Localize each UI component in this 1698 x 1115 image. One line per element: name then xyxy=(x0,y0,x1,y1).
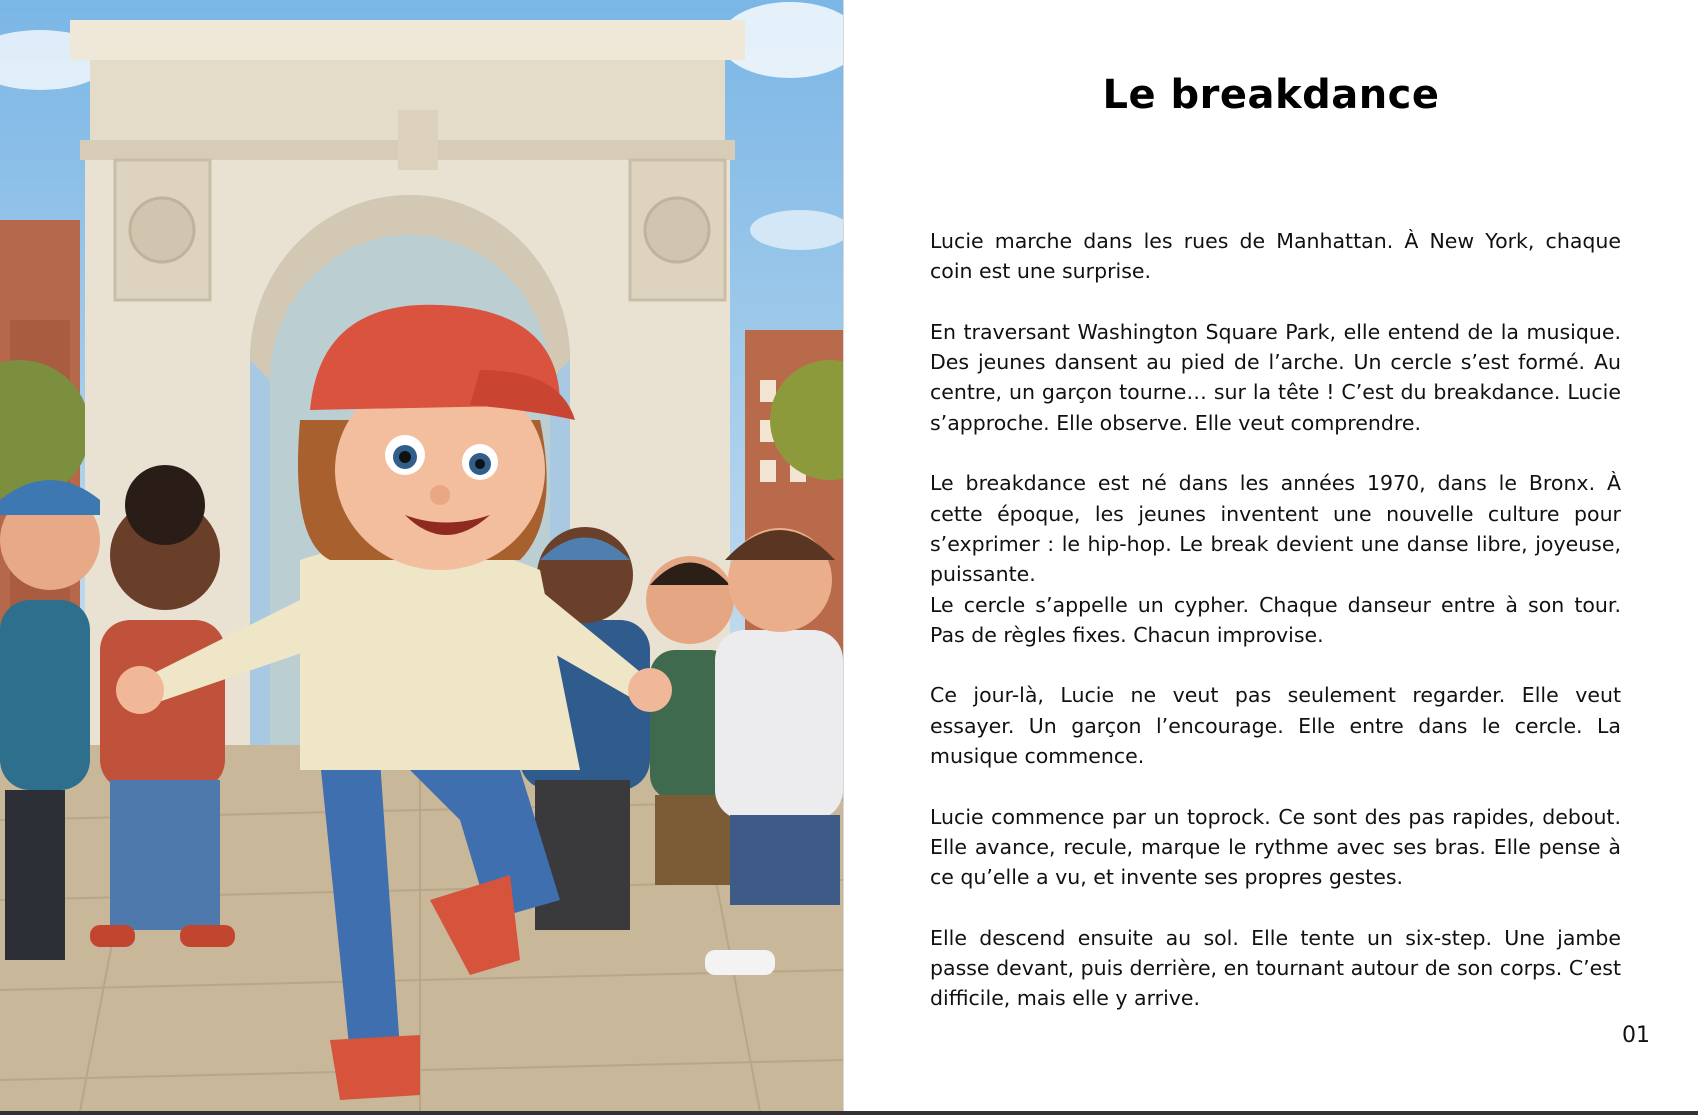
paragraph: Lucie marche dans les rues de Manhattan. À New York, chaque coin est une surprise. xyxy=(930,229,1621,284)
paragraph: Lucie commence par un toprock. Ce sont des pas rapides, debout. Elle avance, recule, marque le rythme avec ses bras. Elle pense à ce qu’elle a vu, et invente ses propres gestes. xyxy=(930,804,1621,890)
paragraph: Elle descend ensuite au sol. Elle tente un six-step. Une jambe passe devant, puis derrière, en tournant autour de son corps. C’est difficile, mais elle y arrive. xyxy=(930,925,1621,1011)
text-page xyxy=(844,0,1698,1111)
page-title: Le breakdance xyxy=(1102,72,1440,118)
washington-square-arch-illustration xyxy=(0,0,843,1111)
paragraph: En traversant Washington Square Park, elle entend de la musique. Des jeunes dansent au pied de l’arche. Un cercle s’est formé. Au centre, un garçon tourne… sur la tête ! C’est du breakdance. Lucie s’approche. Elle observe. Elle veut comprendre. xyxy=(930,319,1621,435)
story-text xyxy=(930,226,1621,1044)
illustration-page xyxy=(0,0,843,1111)
page-number: 01 xyxy=(1622,1023,1650,1048)
paragraph: Ce jour-là, Lucie ne veut pas seulement regarder. Elle veut essayer. Un garçon l’encourage. Elle entre dans le cercle. La musique commence. xyxy=(930,683,1621,769)
paragraph: Le breakdance est né dans les années 1970, dans le Bronx. À cette époque, les jeunes inventent une nouvelle culture pour s’exprimer : le hip-hop. Le break devient une danse libre, joyeuse, puissante. Le cercle s’appelle un cypher. Chaque danseur entre à son tour. Pas de règles fixes. Chacun improvise. xyxy=(930,471,1621,647)
bottom-edge xyxy=(0,1111,1698,1115)
